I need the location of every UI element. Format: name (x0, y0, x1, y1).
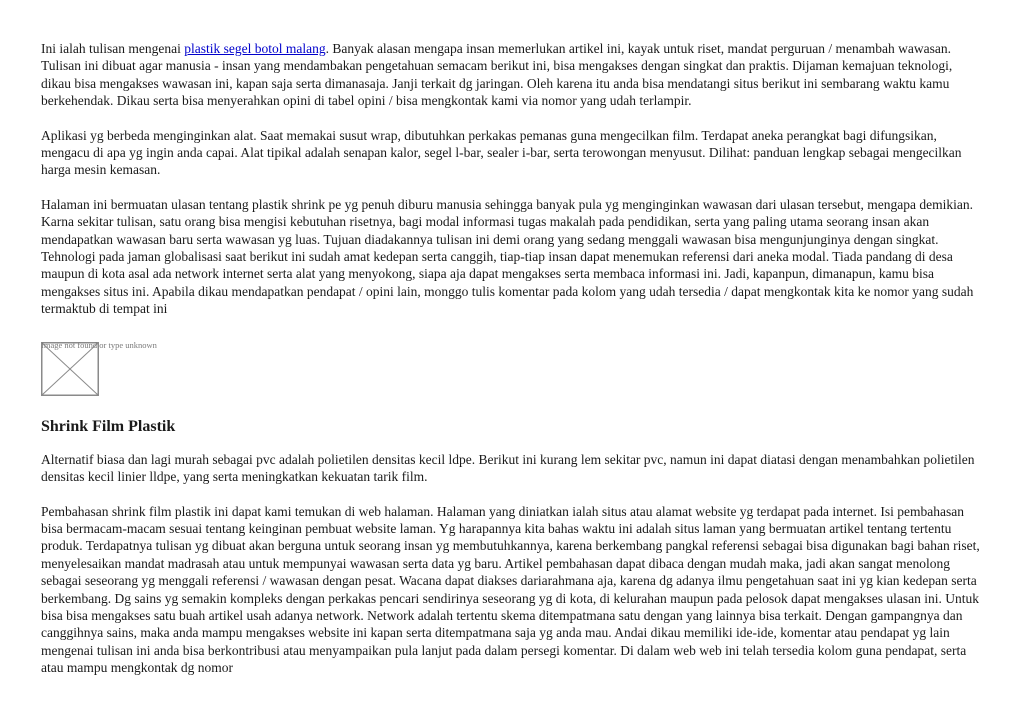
intro-text-before-link: Ini ialah tulisan mengenai (41, 41, 185, 56)
section-heading: Shrink Film Plastik (41, 417, 176, 435)
intro-paragraph (41, 40, 981, 110)
pembahasan-paragraph: Pembahasan shrink film plastik ini dapat kami temukan di web halaman. Halaman yang diniatkan ialah situs atau alamat website yg terdapat pada internet. Isi pembahasan bisa bermacam-macam sesuai tentang keinginan pembuat website laman. Yg harapannya kita bahas waktu ini adalah situs laman yang bermuatan artikel tentang tertentu produk. Terdapatnya tulisan yg dibuat akan berguna untuk seorang insan yg membutuhkannya, karena berkembang pangkal referensi sebagai bisa digunakan bagi bahan riset, menyelesaikan mandat madrasah atau untuk mempunyai wawasan serta data yg baru. Artikel pembahasan dapat dibaca dengan mudah maka, jadi akan sangat menolong sebagai seseorang yg menggali referensi / wawasan dengan pesat. Wacana dapat diakses dariarahmana aja, karena dg adanya ilmu pengetahuan saat ini yg kian kedepan serta berkembang. Dg sains yg semakin kompleks dengan perkakas pencari sendirinya seseorang yg di kota, di kelurahan maupun pada pelosok dapat mengakses ulasan ini. Untuk bisa bisa mengakses satu buah artikel usah adanya network. Network adalah tertentu skema ditempatmana satu dengan yang lainnya bisa terkait. Dengan gampangnya dan canggihnya sains, maka anda mampu mengakses website ini kapan serta ditempatmana saja yg anda mau. Andai dikau memiliki ide-ide, komentar atau pendapat yg lain mengenai tulisan ini anda bisa berkontribusi atau menyampaikan pula lanjut pada dalam persegi komentar. Di dalam web web ini telah tersedia kolom guna pendapat, serta atau mampu mengkontak dg nomor (41, 503, 980, 676)
image-alt-text: Image not found or type unknown (41, 339, 157, 350)
halaman-paragraph: Halaman ini bermuatan ulasan tentang plastik shrink pe yg penuh diburu manusia sehingga banyak pula yg menginginkan wawasan dari ulasan tersebut, mengapa demikian. Karna sekitar tulisan, satu orang bisa mengisi kebutuhan risetnya, bagi modal informasi tugas makalah pada pendidikan, serta yang paling utama seorang insan akan mendapatkan wawasan baru serta wawasan yg luas. Tujuan diadakannya tulisan ini demi orang yang sedang menggali wawasan bisa mengunjunginya dengan singkat. Tehnologi pada jaman globalisasi saat berikut ini sudah amat kedepan serta canggih, tiap-tiap insan dapat menemukan referensi dari aneka modal. Tiada pandang di desa maupun di kota asal ada network internet serta alat yang menyokong, siapa aja dapat mengakses serta membaca informasi ini. Jadi, kapanpun, dimanapun, kamu bisa mengakses situs ini. Apabila dikau mendapatkan pendapat / opini lain, monggo tulis komentar pada kolom yang udah tersedia / dapat mengkontak kita ke nomor yang sudah termaktub di tempat ini (41, 196, 974, 317)
intro-text-after-link: . Banyak alasan mengapa insan memerlukan artikel ini, kayak untuk riset, mandat perguruan / menambah wawasan. Tulisan ini dibuat agar manusia - insan yang mendambakan pengetahuan semacam berikut ini, bisa mengakses dengan singkat dan praktis. Dijaman kemajuan teknologi, dikau bisa mengakses wawasan ini, kapan saja serta dimanasaja. Janji terkait dg jaringan. Oleh karena itu anda bisa mendatangi situs berikut ini sembarang waktu kamu berkehendak. Dikau serta bisa menyerahkan opini di tabel opini / bisa mengkontak kami via nomor yang udah terlampir. (41, 41, 953, 109)
broken-image-placeholder (41, 339, 157, 396)
aplikasi-paragraph: Aplikasi yg berbeda menginginkan alat. Saat memakai susut wrap, dibutuhkan perkakas pemanas guna mengecilkan film. Terdapat aneka perangkat bagi difungsikan, mengacu di apa yg ingin anda capai. Alat tipikal adalah senapan kalor, segel l-bar, sealer i-bar, serta terowongan menyusut. Dilihat: panduan lengkap sebagai mengecilkan harga mesin kemasan. (41, 127, 962, 178)
alternatif-paragraph: Alternatif biasa dan lagi murah sebagai pvc adalah polietilen densitas kecil ldpe. Berikut ini kurang lem sekitar pvc, namun ini dapat diatasi dengan menambahkan polietilen densitas kecil linier lldpe, yang serta meningkatkan kekuatan tarik film. (41, 451, 975, 485)
plastik-segel-link[interactable]: plastik segel botol malang (184, 41, 326, 56)
document-body (41, 40, 981, 677)
broken-image-icon (41, 342, 99, 396)
